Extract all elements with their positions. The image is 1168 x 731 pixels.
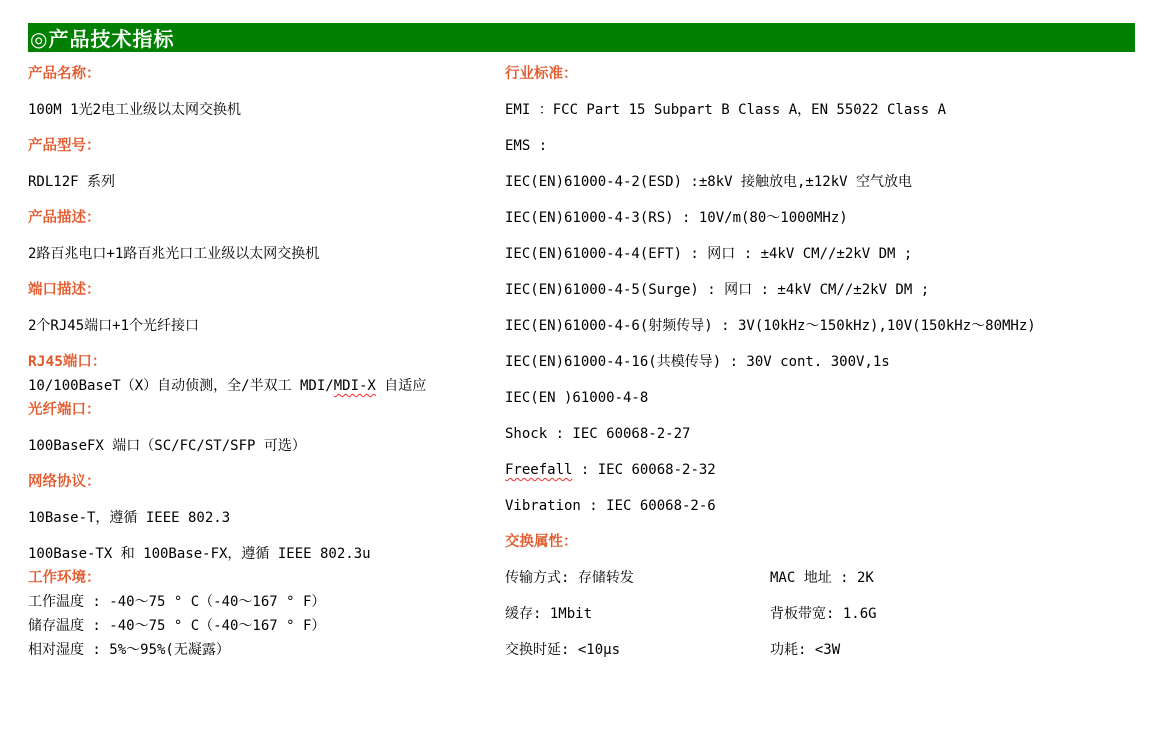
standard-line: IEC(EN)61000-4-5(Surge) : 网口 : ±4kV CM//±2kV DM ; — [505, 282, 930, 298]
standard-line: Shock : IEC 60068-2-27 — [505, 426, 691, 442]
standard-line: IEC(EN)61000-4-2(ESD) :±8kV 接触放电,±12kV 空气放电 — [505, 174, 913, 190]
standard-line: EMS : — [505, 138, 548, 154]
rj45-text-post: 自适应 — [375, 378, 427, 394]
standard-line: IEC(EN)61000-4-6(射频传导) : 3V(10kHz～150kHz),10V(150kHz～80MHz) — [505, 318, 1036, 334]
product-desc-value: 2路百兆电口+1路百兆光口工业级以太网交换机 — [28, 246, 320, 262]
spec-content — [28, 66, 1138, 678]
freefall-text-post: : IEC 60068-2-32 — [572, 462, 716, 478]
prop-buffer: 缓存: 1Mbit — [505, 606, 593, 622]
protocol-line: 10Base-T，遵循 IEEE 802.3 — [28, 510, 231, 526]
heading-fiber-port: 光纤端口： — [28, 402, 101, 418]
prop-mac-address: MAC 地址 : 2K — [770, 570, 874, 586]
heading-work-environment: 工作环境： — [28, 570, 101, 586]
environment-line: 相对湿度 : 5%～95%(无凝露） — [28, 642, 230, 658]
prop-backplane-bandwidth: 背板带宽: 1.6G — [770, 606, 877, 622]
prop-transmission-mode: 传输方式: 存储转发 — [505, 570, 634, 586]
fiber-port-value: 100BaseFX 端口（SC/FC/ST/SFP 可选） — [28, 438, 306, 454]
environment-line: 储存温度 : -40～75 ° C（-40～167 ° F） — [28, 618, 326, 634]
standard-line: IEC(EN)61000-4-16(共模传导) : 30V cont. 300V,1s — [505, 354, 890, 370]
switch-properties-grid — [505, 570, 1138, 678]
prop-switch-latency: 交换时延: <10μs — [505, 642, 621, 658]
freefall-spellcheck-word: Freefall — [505, 462, 573, 478]
section-header-bar — [28, 23, 1135, 52]
heading-switch-properties: 交换属性： — [505, 534, 578, 550]
right-column — [505, 66, 1138, 678]
heading-rj45-port: RJ45端口： — [28, 354, 107, 370]
standard-line: IEC(EN)61000-4-4(EFT) : 网口 : ±4kV CM//±2kV DM ; — [505, 246, 913, 262]
heading-port-desc: 端口描述： — [28, 282, 101, 298]
prop-power-consumption: 功耗: <3W — [770, 642, 841, 658]
heading-product-name: 产品名称： — [28, 66, 101, 82]
rj45-spellcheck-word: MDI-X — [333, 378, 376, 394]
rj45-text-pre: 10/100BaseT（X）自动侦测，全/半双工 MDI/ — [28, 378, 334, 394]
rj45-port-value — [28, 378, 505, 394]
standard-line: IEC(EN)61000-4-3(RS) : 10V/m(80～1000MHz) — [505, 210, 848, 226]
heading-industry-standards: 行业标准： — [505, 66, 578, 82]
product-model-value: RDL12F 系列 — [28, 174, 116, 190]
standard-line-freefall — [505, 462, 1138, 478]
protocol-line: 100Base-TX 和 100Base-FX，遵循 IEEE 802.3u — [28, 546, 371, 562]
heading-product-model: 产品型号： — [28, 138, 101, 154]
environment-line: 工作温度 : -40～75 ° C（-40～167 ° F） — [28, 594, 326, 610]
standard-line: EMI ：FCC Part 15 Subpart B Class A，EN 55022 Class A — [505, 102, 947, 118]
standard-line: IEC(EN )61000-4-8 — [505, 390, 649, 406]
heading-product-desc: 产品描述： — [28, 210, 101, 226]
heading-network-protocol: 网络协议： — [28, 474, 101, 490]
left-column — [28, 66, 505, 678]
product-name-value: 100M 1光2电工业级以太网交换机 — [28, 102, 242, 118]
page-title: ◎产品技术指标 — [30, 27, 175, 51]
standard-line-vibration: Vibration : IEC 60068-2-6 — [505, 498, 716, 514]
port-desc-value: 2个RJ45端口+1个光纤接口 — [28, 318, 200, 334]
